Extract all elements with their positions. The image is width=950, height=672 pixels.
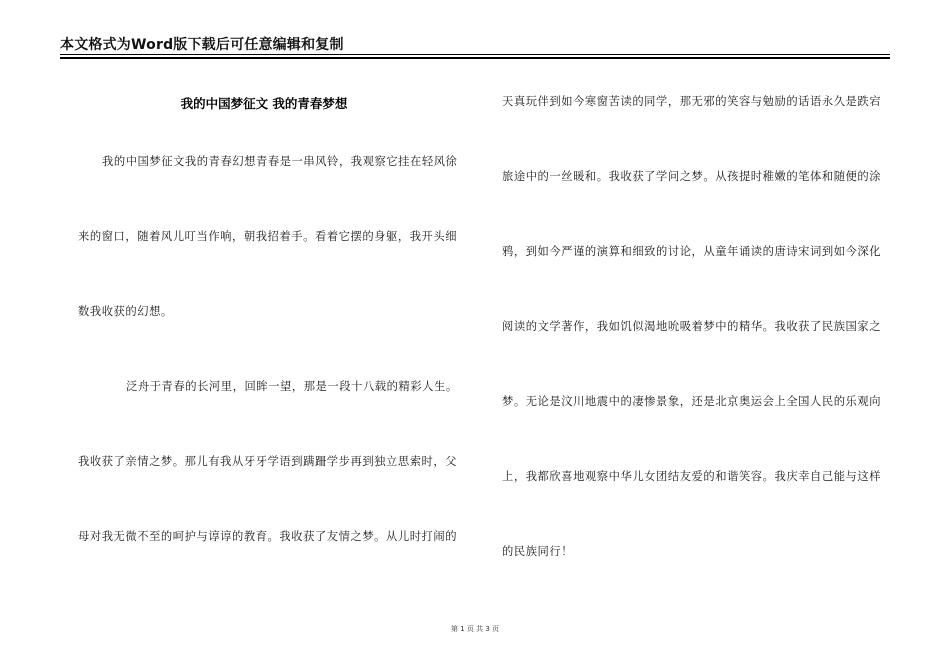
paragraph-line: 我的中国梦征文我的青春幻想青春是一串风铃，我观察它挂在轻风徐 [102,155,458,168]
paragraph-line: 我收获了亲情之梦。那儿有我从牙牙学语到蹒跚学步再到独立思索时，父 [78,455,458,468]
paragraph-line: 泛舟于青春的长河里，回眸一望，那是一段十八载的精彩人生。 [126,380,458,393]
document-title: 我的中国梦征文 我的青春梦想 [180,96,348,111]
page-number-footer: 第 1 页 共 3 页 [450,625,500,633]
paragraph-line: 数我收获的幻想。 [78,305,173,318]
header-banner: 本文格式为Word版下载后可任意编辑和复制 [60,37,344,53]
header-rule-thin [60,54,890,55]
header-rule-thick [60,57,890,59]
paragraph-line: 梦。无论是汶川地震中的凄惨景象，还是北京奥运会上全国人民的乐观向 [502,395,882,408]
paragraph-line: 来的窗口，随着风儿叮当作响，朝我招着手。看着它摆的身躯，我开头细 [78,230,458,243]
paragraph-line: 天真玩伴到如今寒窗苦读的同学，那无邪的笑容与勉励的话语永久是跌宕 [502,95,882,108]
paragraph-line: 上，我都欣喜地观察中华儿女团结友爱的和谐笑容。我庆幸自己能与这样 [502,470,882,483]
paragraph-line: 的民族同行！ [502,545,574,558]
paragraph-line: 鸦，到如今严谨的演算和细致的讨论，从童年诵读的唐诗宋词到如今深化 [502,245,882,258]
paragraph-line: 母对我无微不至的呵护与谆谆的教育。我收获了友情之梦。从儿时打闹的 [78,530,458,543]
paragraph-line: 旅途中的一丝暖和。我收获了学问之梦。从孩提时稚嫩的笔体和随便的涂 [502,170,882,183]
paragraph-line: 阅读的文学著作，我如饥似渴地吮吸着梦中的精华。我收获了民族国家之 [502,320,882,333]
